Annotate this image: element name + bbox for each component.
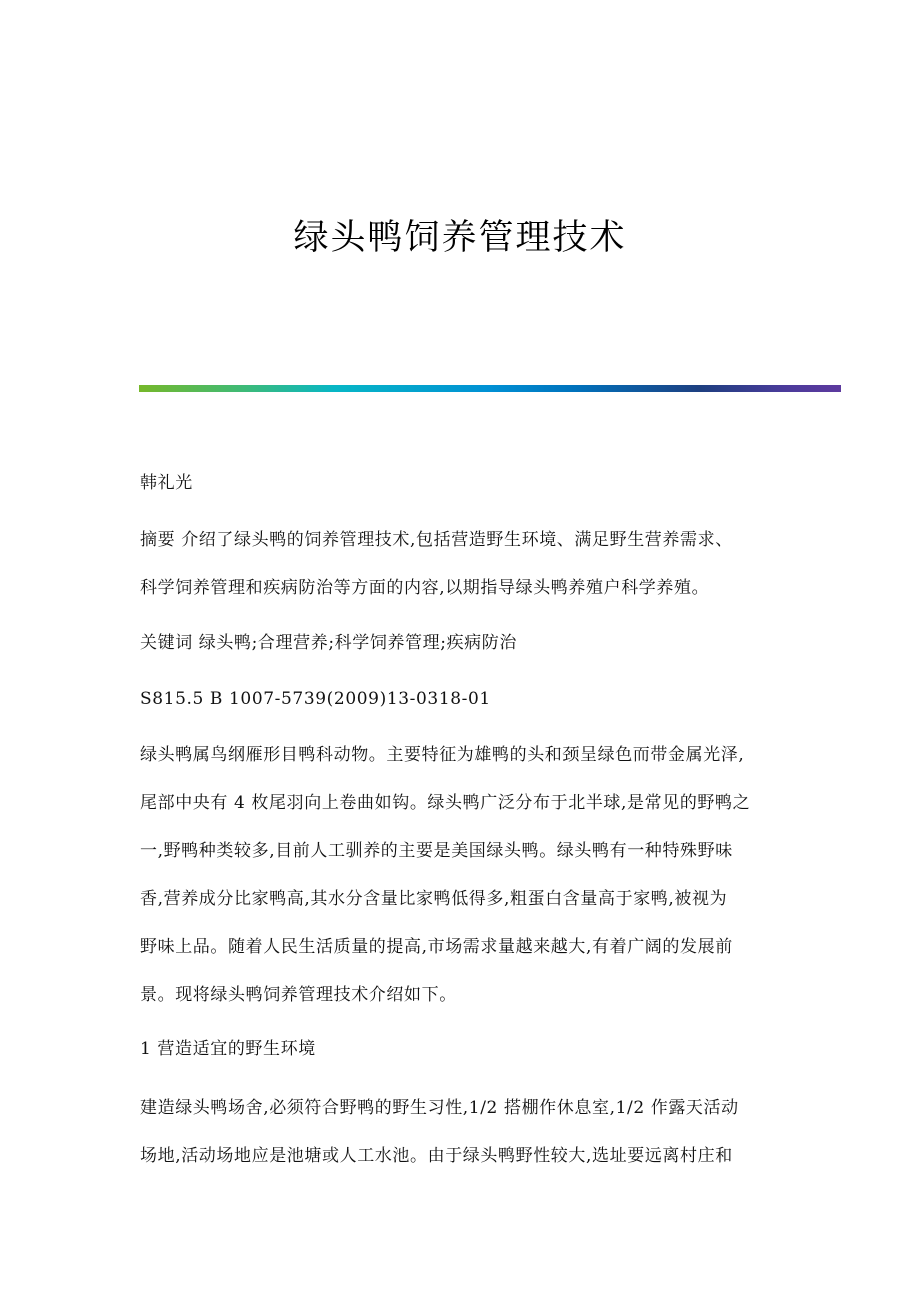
- classification: [140, 675, 790, 723]
- section-line: 建造绿头鸭场舍,必须符合野鸭的野生习性,1/2 搭棚作休息室,1/2 作露天活动: [140, 1098, 739, 1118]
- abstract-line: 科学饲养管理和疾病防治等方面的内容,以期指导绿头鸭养殖户科学养殖。: [140, 578, 710, 598]
- author: [140, 459, 790, 507]
- intro-line: 景。现将绿头鸭饲养管理技术介绍如下。: [140, 985, 457, 1005]
- document-title: 绿头鸭饲养管理技术: [293, 218, 627, 258]
- author-name: 韩礼光: [140, 473, 193, 493]
- section-1-heading: [140, 1025, 790, 1073]
- classification-code: S815.5 B 1007-5739(2009)13-0318-01: [140, 689, 491, 709]
- section-1-paragraph: [140, 1084, 790, 1180]
- intro-line: 野味上品。随着人民生活质量的提高,市场需求量越来越大,有着广阔的发展前: [140, 937, 733, 957]
- abstract-line: 摘要 介绍了绿头鸭的饲养管理技术,包括营造野生环境、满足野生营养需求、: [140, 530, 733, 550]
- intro-line: 尾部中央有 4 枚尾羽向上卷曲如钩。绿头鸭广泛分布于北半球,是常见的野鸭之: [140, 793, 751, 813]
- keywords-line: 关键词 绿头鸭;合理营养;科学饲养管理;疾病防治: [140, 633, 517, 653]
- intro-line: 一,野鸭种类较多,目前人工驯养的主要是美国绿头鸭。绿头鸭有一种特殊野味: [140, 841, 733, 861]
- gradient-divider: [139, 385, 841, 392]
- section-heading: 1 营造适宜的野生环境: [140, 1039, 316, 1059]
- abstract: [140, 516, 790, 612]
- intro-line: 香,营养成分比家鸭高,其水分含量比家鸭低得多,粗蛋白含量高于家鸭,被视为: [140, 889, 728, 909]
- intro-line: 绿头鸭属鸟纲雁形目鸭科动物。主要特征为雄鸭的头和颈呈绿色而带金属光泽,: [140, 745, 745, 765]
- section-line: 场地,活动场地应是池塘或人工水池。由于绿头鸭野性较大,选址要远离村庄和: [140, 1146, 733, 1166]
- intro-paragraph: [140, 731, 790, 1019]
- keywords: [140, 619, 790, 667]
